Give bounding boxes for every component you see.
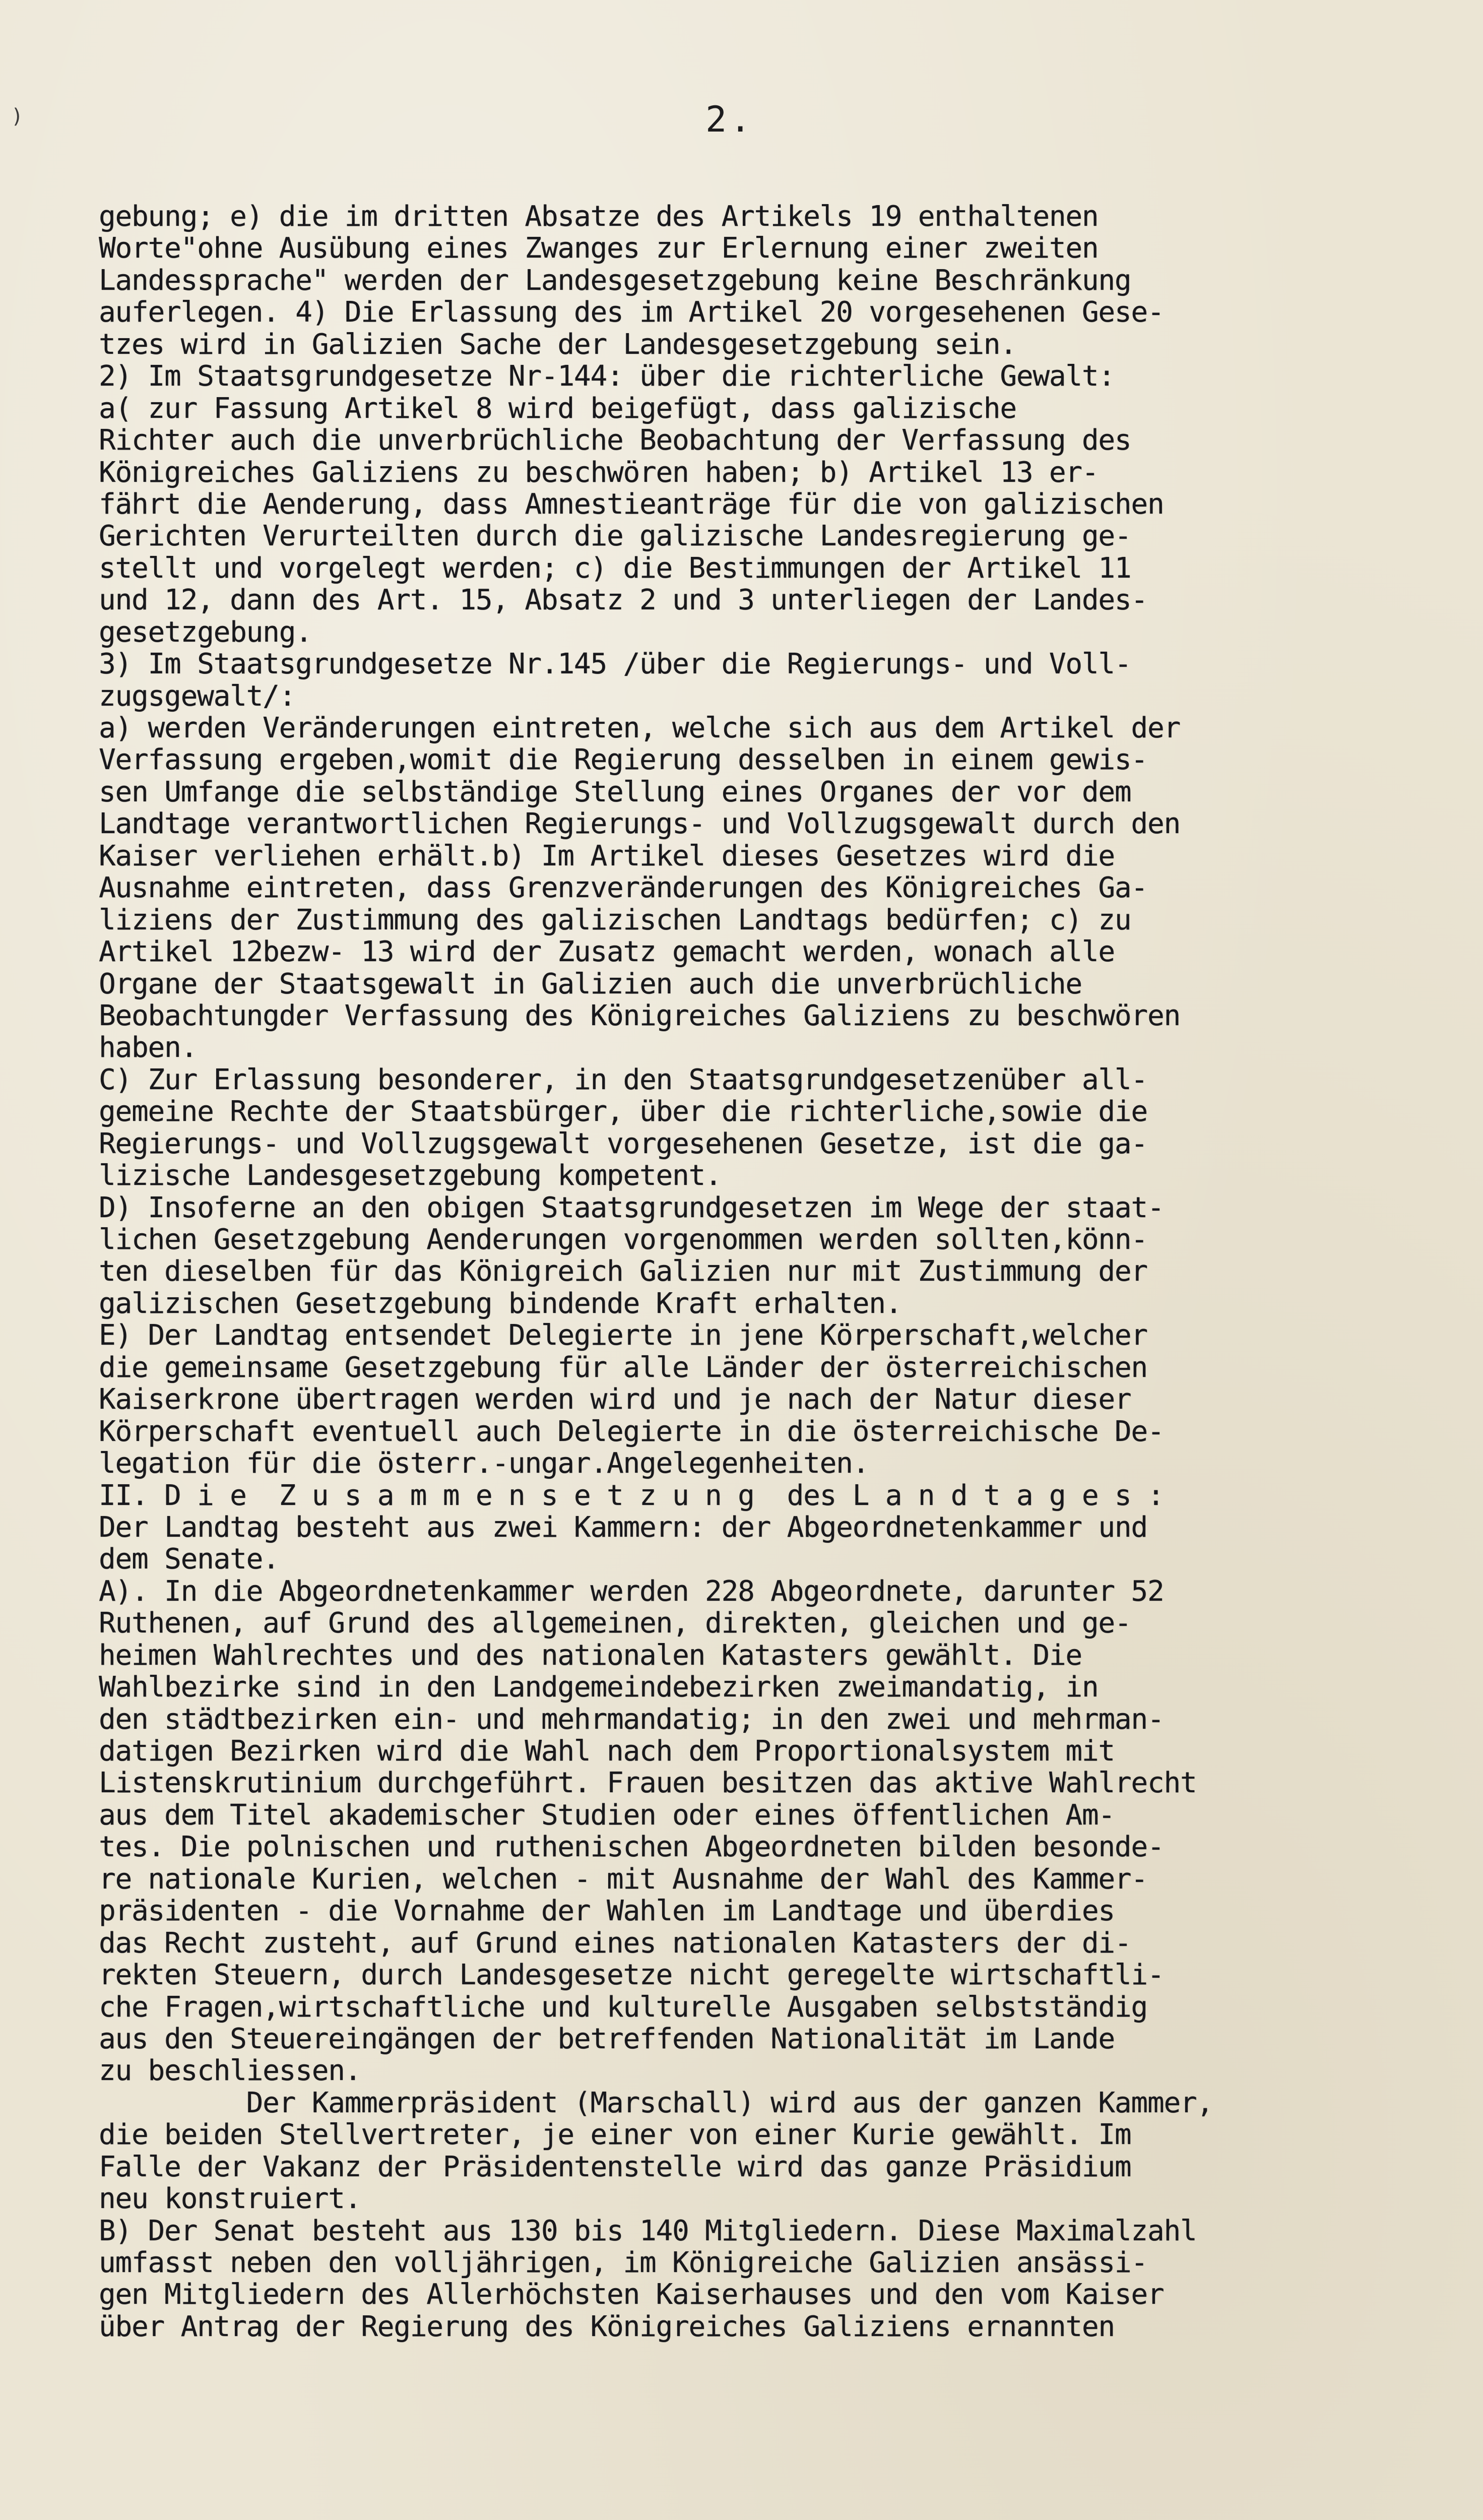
text-line: Organe der Staatsgewalt in Galizien auch die unverbrüchliche [99,967,1082,1000]
text-line: Der Kammerpräsident (Marschall) wird aus der ganzen Kammer, [99,2086,1213,2119]
text-line: gen Mitgliedern des Allerhöchsten Kaiserhauses und den vom Kaiser [99,2278,1164,2311]
text-line: gesetzgebung. [99,615,312,649]
text-line: ten dieselben für das Königreich Galizien nur mit Zustimmung der [99,1255,1147,1288]
text-line: Kaiserkrone übertragen werden wird und je nach der Natur dieser [99,1383,1131,1416]
text-line: das Recht zusteht, auf Grund eines nationalen Katasters der di- [99,1926,1131,1960]
text-line: a) werden Veränderungen eintreten, welche sich aus dem Artikel der [99,712,1180,744]
text-line: Artikel 12bezw- 13 wird der Zusatz gemacht werden, wonach alle [99,935,1115,969]
text-line: B) Der Senat besteht aus 130 bis 140 Mitgliedern. Diese Maximalzahl [99,2214,1197,2247]
text-line: Der Landtag besteht aus zwei Kammern: der Abgeordnetenkammer und [99,1510,1147,1544]
text-line: präsidenten - die Vornahme der Wahlen im Landtage und überdies [99,1895,1115,1928]
text-line: galizischen Gesetzgebung bindende Kraft erhalten. [99,1287,902,1320]
page-number: 2. [705,99,754,140]
text-line: Beobachtungder Verfassung des Königreiches Galiziens zu beschwören [99,999,1180,1032]
text-line: neu konstruiert. [99,2182,361,2216]
text-line: che Fragen,wirtschaftliche und kulturelle Ausgaben selbstständig [99,1990,1147,2024]
text-line: Gerichten Verurteilten durch die galizische Landesregierung ge- [99,520,1131,553]
text-line: zu beschliessen. [99,2054,361,2088]
text-line: Listenskrutinium durchgeführt. Frauen besitzen das aktive Wahlrecht [99,1767,1197,1800]
text-line: stellt und vorgelegt werden; c) die Bestimmungen der Artikel 11 [99,551,1131,585]
text-line: C) Zur Erlassung besonderer, in den Staatsgrundgesetzenüber all- [99,1063,1147,1096]
text-line: Landessprache" werden der Landesgesetzgebung keine Beschränkung [99,264,1131,297]
text-line: umfasst neben den volljährigen, im Königreiche Galizien ansässi- [99,2246,1147,2279]
text-line: fährt die Aenderung, dass Amnestieanträge für die von galizischen [99,487,1164,521]
text-line: die beiden Stellvertreter, je einer von einer Kurie gewählt. Im [99,2118,1131,2152]
text-line: Landtage verantwortlichen Regierungs- und Vollzugsgewalt durch den [99,807,1180,841]
text-line: dem Senate. [99,1543,279,1576]
text-line: heimen Wahlrechtes und des nationalen Katasters gewählt. Die [99,1639,1082,1672]
text-line: gemeine Rechte der Staatsbürger, über die richterliche,sowie die [99,1095,1147,1128]
text-line: auferlegen. 4) Die Erlassung des im Artikel 20 vorgesehenen Gese- [99,296,1164,329]
text-line: datigen Bezirken wird die Wahl nach dem Proportionalsystem mit [99,1735,1115,1768]
text-line: Wahlbezirke sind in den Landgemeindebezirken zweimandatig, in [99,1671,1099,1704]
text-line: über Antrag der Regierung des Königreiches Galiziens ernannten [99,2310,1115,2343]
text-line: tzes wird in Galizien Sache der Landesgesetzgebung sein. [99,328,1016,361]
text-line: die gemeinsame Gesetzgebung für alle Länder der österreichischen [99,1351,1147,1384]
text-line: II. D i e Z u s a m m e n s e t z u n g des L a n d t a g e s : [99,1479,1164,1512]
text-line: 3) Im Staatsgrundgesetze Nr.145 /über die Regierungs- und Voll- [99,648,1131,681]
text-line: D) Insoferne an den obigen Staatsgrundgesetzen im Wege der staat- [99,1191,1164,1224]
text-line: 2) Im Staatsgrundgesetze Nr-144: über die richterliche Gewalt: [99,360,1115,393]
text-line: zugsgewalt/: [99,679,296,713]
text-line: E) Der Landtag entsendet Delegierte in jene Körperschaft,welcher [99,1319,1147,1352]
text-line: tes. Die polnischen und ruthenischen Abgeordneten bilden besonde- [99,1831,1164,1864]
text-line: A). In die Abgeordnetenkammer werden 228 Abgeordnete, darunter 52 [99,1574,1164,1608]
text-line: den städtbezirken ein- und mehrmandatig; in den zwei und mehrman- [99,1703,1164,1736]
text-line: lichen Gesetzgebung Aenderungen vorgenommen werden sollten,könn- [99,1223,1147,1256]
text-line: haben. [99,1031,198,1064]
text-line: gebung; e) die im dritten Absatze des Artikels 19 enthaltenen [99,200,1099,233]
text-line: rekten Steuern, durch Landesgesetze nicht geregelte wirtschaftli- [99,1959,1164,1992]
text-line: aus dem Titel akademischer Studien oder eines öffentlichen Am- [99,1798,1115,1832]
text-line: Verfassung ergeben,womit die Regierung desselben in einem gewis- [99,743,1147,777]
text-line: Regierungs- und Vollzugsgewalt vorgesehenen Gesetze, ist die ga- [99,1127,1147,1160]
text-line: Königreiches Galiziens zu beschwören haben; b) Artikel 13 er- [99,456,1099,489]
text-line: aus den Steuereingängen der betreffenden Nationalität im Lande [99,2022,1115,2055]
text-line: Worte"ohne Ausübung eines Zwanges zur Erlernung einer zweiten [99,232,1099,265]
text-line: und 12, dann des Art. 15, Absatz 2 und 3 unterliegen der Landes- [99,584,1147,617]
text-line: liziens der Zustimmung des galizischen Landtags bedürfen; c) zu [99,903,1131,936]
text-line: lizische Landesgesetzgebung kompetent. [99,1159,722,1192]
text-line: Körperschaft eventuell auch Delegierte in die österreichische De- [99,1415,1164,1448]
text-line: Ruthenen, auf Grund des allgemeinen, direkten, gleichen und ge- [99,1607,1131,1640]
text-line: Falle der Vakanz der Präsidentenstelle wird das ganze Präsidium [99,2150,1131,2183]
text-line: Richter auch die unverbrüchliche Beobachtung der Verfassung des [99,424,1131,457]
text-line: Kaiser verliehen erhält.b) Im Artikel dieses Gesetzes wird die [99,839,1115,872]
body-text [99,201,1459,2343]
text-line: Ausnahme eintreten, dass Grenzveränderungen des Königreiches Ga- [99,871,1147,905]
text-line: re nationale Kurien, welchen - mit Ausnahme der Wahl des Kammer- [99,1862,1147,1896]
margin-mark: ) [11,105,24,128]
text-line: legation für die österr.-ungar.Angelegenheiten. [99,1447,869,1480]
text-line: a( zur Fassung Artikel 8 wird beigefügt, dass galizische [99,392,1016,425]
text-line: sen Umfange die selbständige Stellung eines Organes der vor dem [99,775,1131,808]
